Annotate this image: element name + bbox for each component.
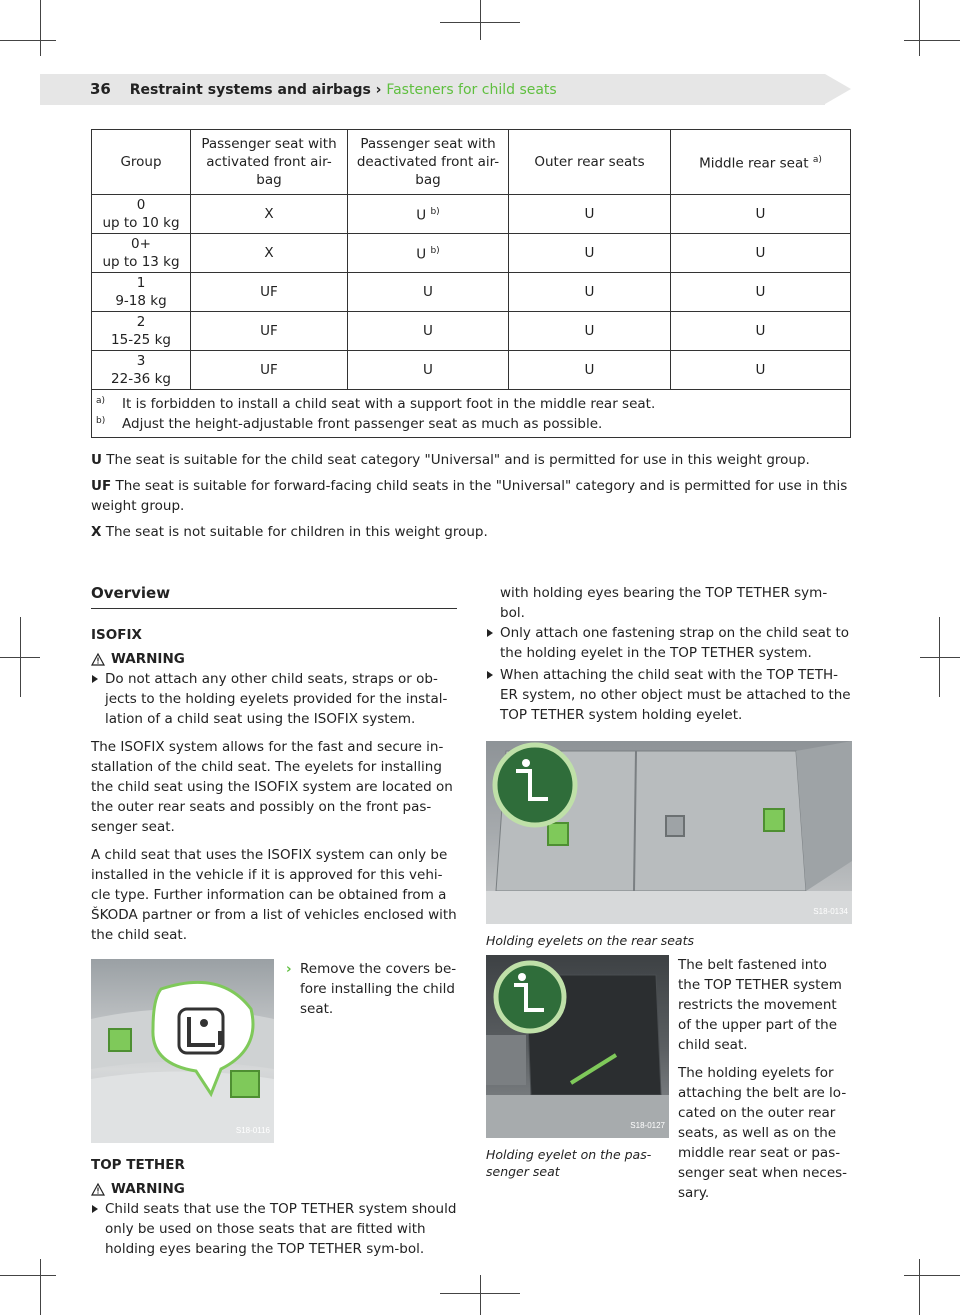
right-column (486, 583, 852, 1201)
footnote-text: It is forbidden to install a child seat with a support foot in the middle rear seat. (122, 396, 656, 412)
cell-outer: U (509, 312, 671, 351)
legend-key: X (91, 524, 102, 540)
legend-item (91, 522, 851, 542)
child-seat-compatibility-table (91, 129, 851, 438)
page-header-arrow (825, 74, 851, 104)
rear-seats-illustration (486, 741, 852, 924)
header-middle-label: Middle rear seat (699, 155, 809, 172)
footnote-text: Adjust the height-adjustable front passenger seat as much as possible. (122, 416, 603, 432)
table-row (92, 234, 851, 273)
passenger-seat-figure (486, 955, 669, 1138)
footnote-mark: b) (96, 416, 106, 426)
left-column (91, 583, 457, 1257)
footnote-ref: b) (430, 246, 440, 257)
legend-item (91, 450, 851, 470)
isofix-warning-label (91, 649, 457, 669)
group-weight: up to 10 kg (102, 215, 180, 231)
legend-text: The seat is suitable for the child seat category "Universal" and is permitted for use in this weight group. (106, 452, 810, 468)
group-weight: 9-18 kg (115, 293, 167, 309)
chapter-link[interactable]: Restraint systems and airbags (129, 82, 371, 98)
header-outer-rear-seats: Outer rear seats (509, 130, 671, 195)
cell-group (92, 195, 191, 234)
header-middle-rear-seat (671, 130, 851, 195)
cell-deactivated (348, 195, 509, 234)
group-number: 3 (136, 353, 146, 369)
step-text: Remove the covers be-fore installing the child seat. (300, 961, 457, 1017)
cell-value: U (416, 207, 427, 224)
cell-group (92, 312, 191, 351)
overview-heading: Overview (91, 583, 457, 609)
header-activated-airbag: Passenger seat with activated front air-bag (191, 130, 348, 195)
footnote-ref: b) (430, 207, 440, 218)
table-row (92, 273, 851, 312)
cell-group (92, 351, 191, 390)
top-tether-warning-item: Child seats that use the TOP TETHER system should only be used on those seats that are fitted with holding eyes bearing the TOP TETHER sym-bol. (91, 1199, 457, 1239)
seat-illustration (91, 959, 274, 1143)
warning-icon (91, 1183, 105, 1196)
isofix-heading: ISOFIX (91, 627, 142, 643)
section-link[interactable]: Fasteners for child seats (386, 82, 557, 98)
table-row (92, 312, 851, 351)
passenger-figure-block (486, 955, 852, 1201)
group-weight: 15-25 kg (111, 332, 171, 348)
table-footnotes (92, 390, 851, 438)
table-footnotes-row (92, 390, 851, 438)
cell-activated: UF (191, 312, 348, 351)
cell-middle: U (671, 195, 851, 234)
footnote (96, 414, 846, 434)
group-number: 0 (136, 197, 146, 213)
step-marker: › (286, 961, 292, 977)
passenger-seat-illustration (486, 955, 669, 1138)
legend-key: U (91, 452, 102, 468)
table-legend (91, 450, 851, 548)
table-row (92, 195, 851, 234)
breadcrumb-separator: › (375, 82, 382, 98)
cell-deactivated: U (348, 273, 509, 312)
cell-middle: U (671, 234, 851, 273)
cell-deactivated: U (348, 351, 509, 390)
cell-deactivated (348, 234, 509, 273)
group-number: 0+ (131, 236, 151, 252)
cell-activated: UF (191, 273, 348, 312)
cell-outer: U (509, 273, 671, 312)
cell-deactivated: U (348, 312, 509, 351)
install-step (286, 959, 471, 1019)
cell-group (92, 273, 191, 312)
warning-label-text: WARNING (111, 1181, 185, 1197)
header-deactivated-airbag: Passenger seat with deactivated front air-bag (348, 130, 509, 195)
isofix-paragraph: The ISOFIX system allows for the fast and secure in-stallation of the child seat. The eyelets for installing the child seat using the ISOFIX system are located on the outer rear seats and possibly on the front pas-senger seat. (91, 739, 453, 835)
group-weight: up to 13 kg (102, 254, 180, 270)
figure-caption: Holding eyelets on the rear seats (486, 933, 694, 948)
legend-text: The seat is not suitable for children in this weight group. (105, 524, 488, 540)
footnote-mark: a) (96, 396, 106, 406)
isofix-seat-figure (91, 959, 274, 1143)
figure-id: S18-0127 (630, 1121, 665, 1130)
header-group: Group (92, 130, 191, 195)
warning-label-text: WARNING (111, 651, 185, 667)
belt-paragraph: The holding eyelets for attaching the belt are lo-cated on the outer rear seats, as well as on the middle rear seat or pas-senger seat when neces-sary. (678, 1065, 848, 1201)
figure-id: S18-0134 (813, 907, 848, 916)
top-tether-heading: TOP TETHER (91, 1157, 185, 1173)
passenger-figure-wrap (486, 955, 669, 1180)
cell-activated: X (191, 195, 348, 234)
isofix-paragraph: A child seat that uses the ISOFIX system can only be installed in the vehicle if it is approved for this vehi-cle type. Further information can be obtained from a ŠKODA partner or from a list of vehicles enclosed with the child seat. (91, 847, 457, 943)
cell-middle: U (671, 351, 851, 390)
isofix-figure-block (91, 959, 457, 1143)
cell-group (92, 234, 191, 273)
cell-outer: U (509, 351, 671, 390)
group-number: 1 (136, 275, 146, 291)
table-row (92, 351, 851, 390)
cell-middle: U (671, 273, 851, 312)
page-header (90, 80, 557, 98)
top-tether-warning-continued: with holding eyes bearing the TOP TETHER sym-bol. (500, 585, 828, 621)
legend-text: The seat is suitable for forward-facing child seats in the "Universal" category and is permitted for use in this weight group. (91, 478, 848, 514)
cell-activated: X (191, 234, 348, 273)
page-number: 36 (90, 80, 111, 98)
cell-middle: U (671, 312, 851, 351)
legend-key: UF (91, 478, 112, 494)
warning-icon (91, 653, 105, 666)
footnote-ref: a) (812, 155, 822, 166)
isofix-warning-item: Do not attach any other child seats, straps or ob-jects to the holding eyelets provided for the instal-lation of a child seat using the ISOFIX system. (91, 669, 457, 729)
group-number: 2 (136, 314, 146, 330)
top-tether-warning-item: Only attach one fastening strap on the child seat to the holding eyelet in the TOP TETHER system. (486, 623, 852, 663)
group-weight: 22-36 kg (111, 371, 171, 387)
figure-caption: Holding eyelet on the pas-senger seat (486, 1147, 652, 1179)
cell-outer: U (509, 234, 671, 273)
legend-item (91, 476, 851, 516)
cell-outer: U (509, 195, 671, 234)
cell-activated: UF (191, 351, 348, 390)
top-tether-warning-item: When attaching the child seat with the TOP TETH-ER system, no other object must be attached to the TOP TETHER system holding eyelet. (486, 665, 852, 725)
footnote (96, 394, 846, 414)
belt-paragraph: The belt fastened into the TOP TETHER system restricts the movement of the upper part of the child seat. (678, 957, 842, 1053)
belt-text (678, 955, 852, 1203)
top-tether-warning-label (91, 1179, 457, 1199)
figure-id: S18-0116 (235, 1126, 270, 1135)
table-header-row (92, 130, 851, 195)
rear-seats-figure (486, 741, 852, 924)
cell-value: U (416, 246, 427, 263)
